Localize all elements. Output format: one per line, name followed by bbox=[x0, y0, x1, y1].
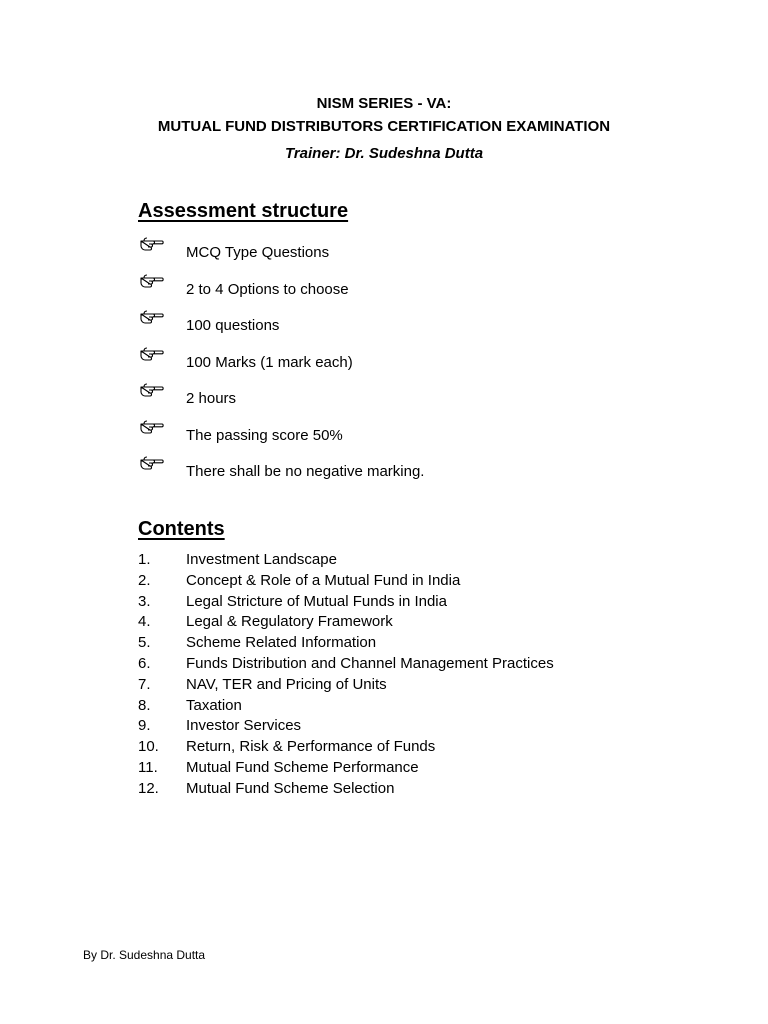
contents-item-text: NAV, TER and Pricing of Units bbox=[186, 675, 387, 693]
pointing-hand-icon bbox=[140, 236, 164, 252]
pointing-hand-icon bbox=[140, 346, 164, 362]
pointing-hand-icon bbox=[140, 309, 164, 325]
contents-list-item bbox=[138, 717, 738, 738]
contents-list-item bbox=[138, 634, 738, 655]
assessment-bullet-text: 2 to 4 Options to choose bbox=[186, 280, 349, 298]
contents-list-item bbox=[138, 738, 738, 759]
footer-author: By Dr. Sudeshna Dutta bbox=[83, 948, 206, 962]
contents-list-item bbox=[138, 572, 738, 593]
assessment-bullet-item bbox=[138, 238, 698, 275]
assessment-bullet-item bbox=[138, 311, 698, 348]
contents-item-text: Taxation bbox=[186, 696, 242, 714]
pointing-hand-icon bbox=[140, 273, 164, 289]
contents-list-item bbox=[138, 676, 738, 697]
assessment-bullet-text: 100 Marks (1 mark each) bbox=[186, 353, 353, 371]
contents-item-number: 11. bbox=[138, 758, 158, 776]
contents-item-number: 5. bbox=[138, 634, 151, 652]
trainer-line: Trainer: Dr. Sudeshna Dutta bbox=[284, 145, 484, 162]
contents-item-number: 8. bbox=[138, 696, 151, 714]
pointing-hand-icon bbox=[140, 455, 164, 471]
contents-item-number: 7. bbox=[138, 675, 151, 693]
assessment-bullet-text: The passing score 50% bbox=[186, 426, 343, 444]
assessment-bullet-item bbox=[138, 457, 698, 494]
assessment-bullet-list bbox=[138, 238, 698, 494]
contents-item-text: Mutual Fund Scheme Performance bbox=[186, 758, 419, 776]
contents-item-number: 6. bbox=[138, 654, 151, 672]
assessment-bullet-text: MCQ Type Questions bbox=[186, 244, 330, 261]
contents-item-text: Investor Services bbox=[186, 717, 302, 735]
assessment-bullet-item bbox=[138, 275, 698, 312]
contents-item-number: 12. bbox=[138, 779, 159, 797]
contents-item-number: 2. bbox=[138, 571, 151, 589]
assessment-structure-heading: Assessment structure bbox=[138, 200, 349, 222]
pointing-hand-icon bbox=[140, 382, 164, 398]
contents-item-text: Legal Stricture of Mutual Funds in India bbox=[186, 592, 447, 610]
contents-item-text: Legal & Regulatory Framework bbox=[186, 613, 393, 631]
contents-item-number: 4. bbox=[138, 613, 151, 631]
assessment-bullet-text: 100 questions bbox=[186, 317, 280, 334]
contents-list-item bbox=[138, 613, 738, 634]
contents-item-number: 10. bbox=[138, 738, 159, 756]
assessment-bullet-item bbox=[138, 421, 698, 458]
assessment-bullet-text: There shall be no negative marking. bbox=[186, 463, 425, 480]
contents-item-text: Scheme Related Information bbox=[186, 634, 377, 652]
assessment-bullet-item bbox=[138, 384, 698, 421]
contents-list-item bbox=[138, 593, 738, 614]
contents-list bbox=[138, 551, 738, 801]
assessment-bullet-text: 2 hours bbox=[186, 390, 237, 407]
exam-title-heading: MUTUAL FUND DISTRIBUTORS CERTIFICATION EXAMINATION bbox=[157, 118, 611, 135]
contents-list-item bbox=[138, 780, 738, 801]
contents-list-item bbox=[138, 759, 738, 780]
contents-list-item bbox=[138, 697, 738, 718]
contents-heading: Contents bbox=[138, 518, 225, 540]
contents-item-text: Concept & Role of a Mutual Fund in India bbox=[186, 571, 461, 589]
exam-series-heading: NISM SERIES - VA: bbox=[316, 95, 452, 112]
contents-item-text: Mutual Fund Scheme Selection bbox=[186, 779, 395, 797]
contents-list-item bbox=[138, 655, 738, 676]
pointing-hand-icon bbox=[140, 419, 164, 435]
assessment-bullet-item bbox=[138, 348, 698, 385]
contents-item-text: Return, Risk & Performance of Funds bbox=[186, 738, 436, 756]
contents-list-item bbox=[138, 551, 738, 572]
contents-item-number: 9. bbox=[138, 717, 151, 735]
contents-item-text: Investment Landscape bbox=[186, 551, 337, 568]
contents-item-number: 1. bbox=[138, 551, 151, 568]
contents-item-number: 3. bbox=[138, 592, 151, 610]
contents-item-text: Funds Distribution and Channel Management Practices bbox=[186, 654, 554, 672]
